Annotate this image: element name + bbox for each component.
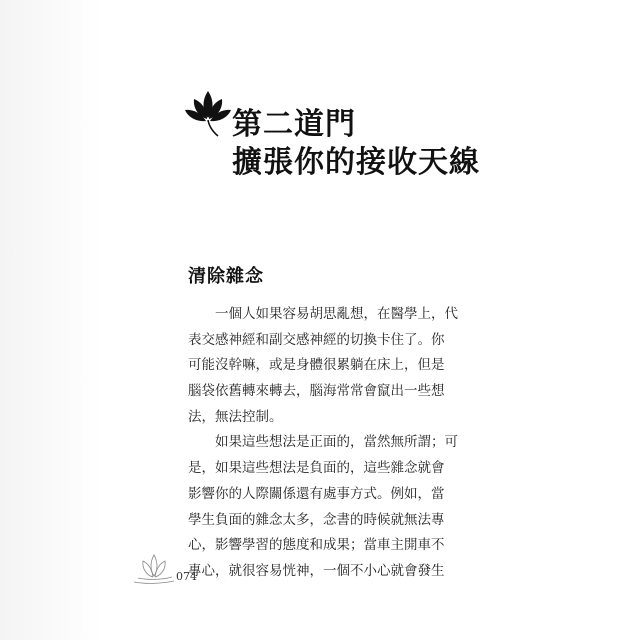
body-line: 是，如果這些想法是負面的，這些雜念就會 <box>188 460 445 477</box>
section-heading: 清除雜念 <box>188 266 264 287</box>
page-gutter-shadow <box>0 0 104 640</box>
chapter-number: 第二道門 <box>232 107 356 142</box>
page-number: 074 <box>176 570 197 583</box>
body-line: 影響你的人際關係還有處事方式。例如，當 <box>188 485 445 502</box>
body-text <box>188 302 463 585</box>
body-line: 如果這些想法是正面的，當然無所謂；可 <box>215 434 458 451</box>
chapter-subtitle: 擴張你的接收天線 <box>232 145 480 180</box>
body-line: 表交感神經和副交感神經的切換卡住了。你 <box>188 331 445 348</box>
body-line: 一個人如果容易胡思亂想，在醫學上，代 <box>215 306 458 322</box>
body-line: 腦袋依舊轉來轉去，腦海常常會竄出一些想 <box>188 383 445 400</box>
body-line: 可能沒幹嘛，或是身體很累躺在床上，但是 <box>188 357 445 374</box>
body-line: 專心，就很容易恍神，一個不小心就會發生 <box>188 562 445 579</box>
chapter-title <box>232 106 480 182</box>
body-line: 學生負面的雜念太多，念書的時候就無法專 <box>188 511 445 528</box>
body-line: 法，無法控制。 <box>188 408 283 425</box>
lotus-icon <box>182 88 234 138</box>
body-line: 心，影響學習的態度和成果；當車主開車不 <box>188 537 445 554</box>
lotus-sketch-icon <box>130 550 178 586</box>
